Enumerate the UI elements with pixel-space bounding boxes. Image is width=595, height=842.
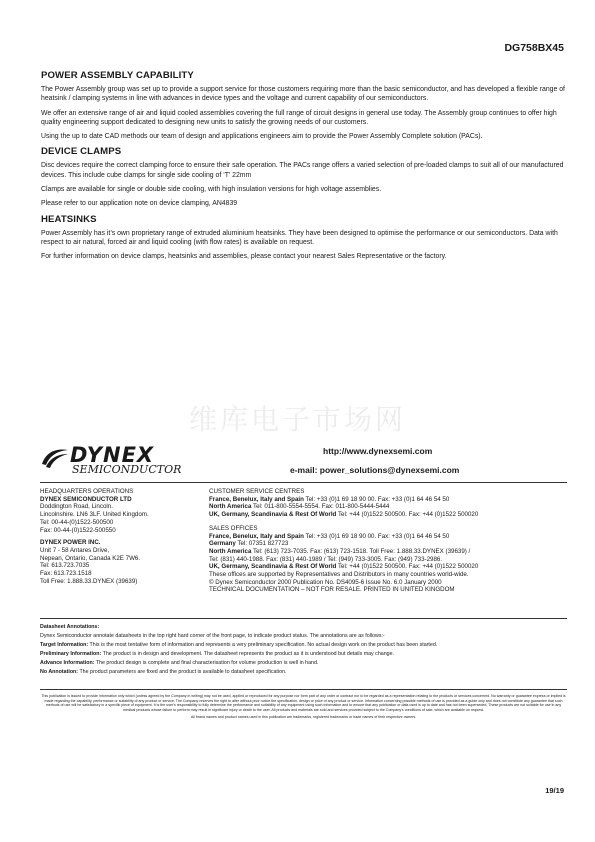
power-inc-line: Nepean, Ontario, Canada K2E 7W6. [40,554,141,562]
divider [40,689,567,690]
power-inc-company: DYNEX POWER INC. [40,539,101,547]
dynex-swoosh-icon [40,446,70,470]
annotation-item: Preliminary Information: The product is in design and development. The datasheet represents the product as it is understood but details may change. [40,650,395,657]
annotation-item: Advance Information: The product design is complete and final characterisation for volume production is well in hand. [40,659,319,666]
annotation-item: Target Information: This is the most tentative form of information and represents a very preliminary specification. No actual design work on the product has been started. [40,641,438,648]
section-heading: DEVICE CLAMPS [41,146,122,158]
power-inc-line: Unit 7 - 58 Antares Drive, [40,546,110,554]
paragraph: The Power Assembly group was set up to provide a support service for those customers requiring more than the basic semiconductor, and has developed a flexible range of heatsink / clamping systems in line with advances in device types and the voltage and current capability of our semiconductors. [41,86,565,103]
hq-title: HEADQUARTERS OPERATIONS [40,488,134,495]
paragraph: Please refer to our application note on device clamping, AN4839 [41,200,238,208]
hq-line: Fax: 00-44-(0)1522-500550 [40,526,116,534]
disclaimer-text: This publication is issued to provide information only which (unless agreed by the Company in writing) may not be used, applied or reproduced for any purpose nor form part of any order or contract nor to be regarded as a representation relating to the products or services concerned. No warranty or guarantee express or implied is made regarding the capability, performance or suitability of any product or service. The Company reserves the right to alter without prior notice the specification, design or price of any product or service. Information concerning possible methods of use is provided as a guide only and does not constitute any guarantee that such methods of use will be satisfactory in a specific piece of equipment. It is the user's responsibility to fully determine the performance and suitability of any equipment using such information and to ensure that any publication or data used is up to date and has not been superseded. These products are not suitable for use in any medical products whose failure to perform may result in significant injury or death to the user. All products and materials are sold and services provided subject to the Company's conditions of sale, which are available on request. [41,694,566,712]
hq-company: DYNEX SEMICONDUCTOR LTD [40,495,132,503]
divider [40,618,567,619]
sales-office-row: UK, Germany, Scandinavia & Rest Of World Tel: +44 (0)1522 500500. Fax: +44 (0)1522 500020 [209,563,479,571]
power-inc-line: Toll Free: 1.888.33.DYNEX (39639) [40,577,138,585]
paragraph: Using the up to date CAD methods our team of design and applications engineers aim to provide the Power Assembly Complete solution (PACs). [41,133,483,141]
service-contact-block [209,488,569,594]
sales-office-row: North America Tel: (613) 723-7035. Fax: (613) 723-1518. Toll Free: 1.888.33.DYNEX (39639) / [209,547,471,555]
hq-line: Tel: 00-44-(0)1522-500500 [40,518,114,526]
customer-service-title: CUSTOMER SERVICE CENTRES [209,488,305,495]
annotations-intro: Dynex Semiconductor annotate datasheets in the top right hard corner of the front page, to indicate product status. The annotations are as follows:- [40,632,385,639]
sales-offices-title: SALES OFFICES [209,524,258,532]
trademarks-text: All brand names and product names used in this publication are trademarks, registered trademarks or trade names of their respective owners. [190,715,417,719]
hq-contact-block [40,488,200,585]
sales-office-row: Tel: (831) 440-1988. Fax: (831) 440-1989 / Tel: (949) 733-3005. Fax: (949) 733-2986. [209,555,443,563]
hq-line: Doddington Road, Lincoln. [40,503,113,511]
hq-line: Lincolnshire. LN6 3LF. United Kingdom. [40,511,149,519]
paragraph: Disc devices require the correct clamping force to ensure their safe operation. The PACs range offers a varied selection of pre-loaded clamps to suit all of our manufactured devices. This include cube clamps for single side cooling of ‘T’ 22mm [41,162,564,179]
divider [40,482,567,483]
dynex-logo [40,443,182,477]
documentation-note: TECHNICAL DOCUMENTATION – NOT FOR RESALE. PRINTED IN UNITED KINGDOM [209,586,455,594]
power-inc-line: Fax: 613.723.1518 [40,570,92,578]
copyright-note: © Dynex Semiconductor 2000 Publication No. DS4095-6 Issue No. 6.0 January 2000 [209,578,442,586]
section-heading: HEATSINKS [41,213,97,225]
power-inc-line: Tel: 613.723.7035 [40,562,90,570]
annotation-item: No Annotation: The product parameters are fixed and the product is available to datasheet specification. [40,668,287,675]
website-link[interactable]: http://www.dynexsemi.com [323,446,433,456]
paragraph: Power Assembly has it’s own proprietary range of extruded aluminium heatsinks. They have been designed to optimise the performance or our semiconductors. Data with respect to air natural, forced air and liquid cooling (with flow rates) is available on request. [41,229,558,246]
legal-disclaimer [40,694,567,720]
watermark: 维库电子市场网 [188,403,406,436]
paragraph: Clamps are available for single or double side cooling, with high insulation versions for high voltage assemblies. [41,186,382,194]
customer-service-row: France, Benelux, Italy and Spain Tel: +33 (0)1 69 18 90 00. Fax: +33 (0)1 64 46 54 50 [209,495,450,503]
annotations-title: Datasheet Annotations: [40,624,100,630]
section-heading: POWER ASSEMBLY CAPABILITY [41,70,194,81]
main-content [41,70,567,267]
sales-office-row: France, Benelux, Italy and Spain Tel: +33 (0)1 69 18 90 00. Fax: +33 (0)1 64 46 54 50 [209,532,450,540]
customer-service-row: UK, Germany, Scandinavia & Rest Of World Tel: +44 (0)1522 500500. Fax: +44 (0)1522 500020 [209,511,479,519]
datasheet-annotations [40,623,567,676]
sales-note: These offices are supported by Representatives and Distributors in many countries world-wide. [209,571,469,579]
logo-subtitle: SEMICONDUCTOR [72,463,182,476]
part-number: DG758BX45 [504,42,564,54]
paragraph: For further information on device clamps, heatsinks and assemblies, please contact your nearest Sales Representative or the factory. [41,253,447,261]
page-number: 19/19 [545,786,564,795]
email-link[interactable]: e-mail: power_solutions@dynexsemi.com [290,465,460,475]
customer-service-row: North America Tel: 011-800-5554-5554. Fax: 011-800-5444-5444 [209,503,390,511]
paragraph: We offer an extensive range of air and liquid cooled assemblies covering the full range of circuit designs in general use today. The Assembly group continues to offer high quality engineering support dedicated to designing new units to satisfy the growing needs of our customers. [41,109,557,126]
logo-name: DYNEX [70,443,155,467]
sales-office-row: Germany Tel: 07351 827723 [209,540,289,548]
